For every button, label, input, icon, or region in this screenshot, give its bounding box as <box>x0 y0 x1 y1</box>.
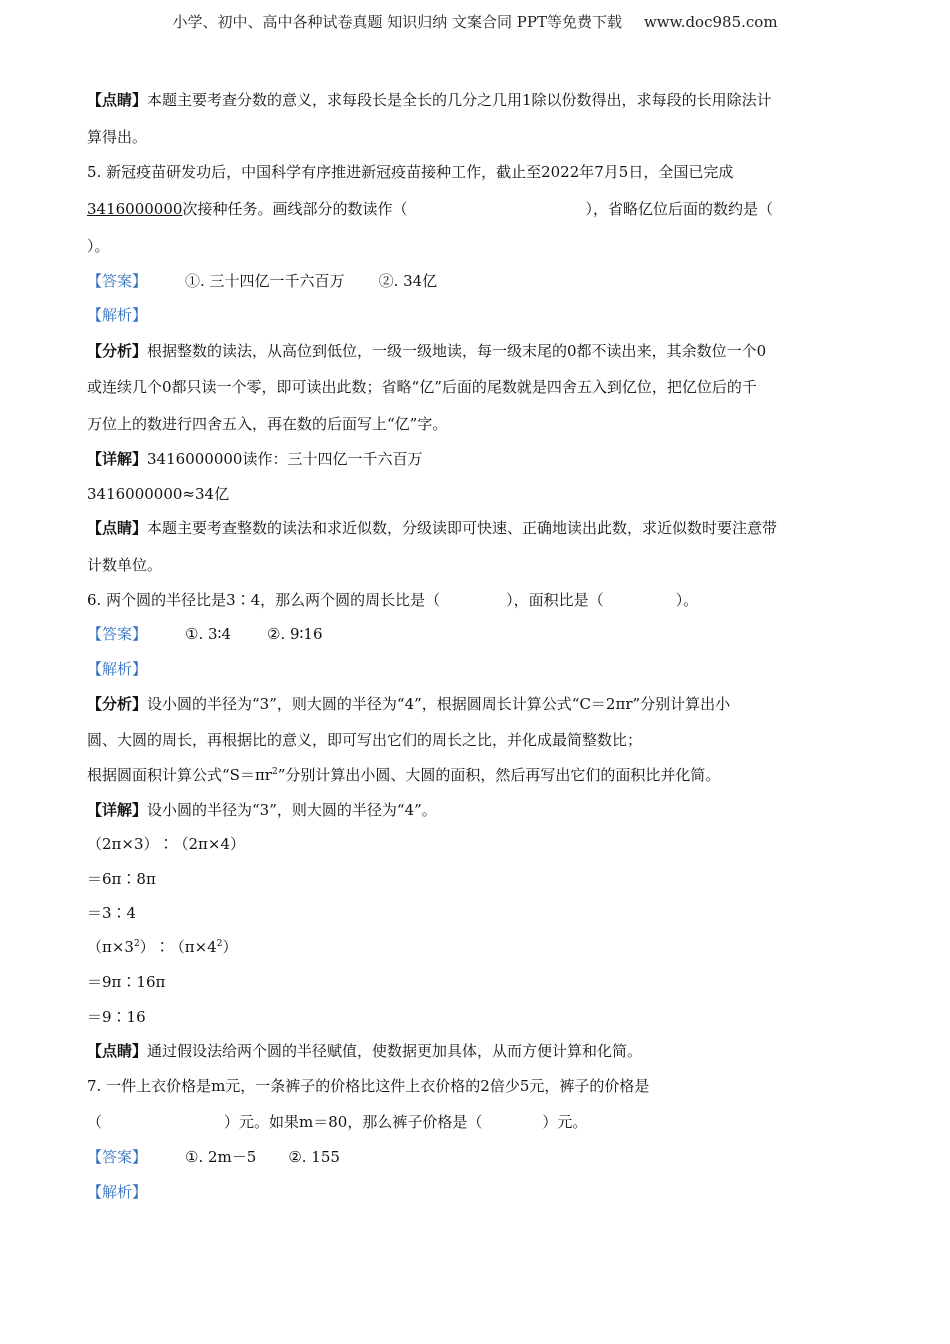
q5-comment-line1: 【点睛】本题主要考查整数的读法和求近似数，分级读即可快速、正确地读出此数，求近似数时要注意带 <box>87 519 778 537</box>
p1-line2: 算得出。 <box>87 128 148 146</box>
q7-answer: 【答案】 ①. 2m－5 ②. 155 <box>87 1148 340 1166</box>
q5-question-line1: 5. 新冠疫苗研发功后，中国科学有序推进新冠疫苗接种工作，截止至2022年7月5日，全国已完成 <box>87 163 734 181</box>
q7-jiexi: 【解析】 <box>87 1183 148 1201</box>
q6-detail-line1: 【详解】设小圆的半径为“3”，则大圆的半径为“4”。 <box>87 801 437 819</box>
q6-comment: 【点睛】通过假设法给两个圆的半径赋值，使数据更加具体，从而方便计算和化简。 <box>87 1042 643 1060</box>
q5-question-line3: ）。 <box>87 237 110 255</box>
q5-jiexi: 【解析】 <box>87 306 148 324</box>
q7-question-line2: （ ）元。如果m＝80，那么裤子价格是（ ）元。 <box>87 1113 588 1131</box>
q6-calc-line1: （2π×3）∶（2π×4） <box>87 835 246 853</box>
q5-detail-line1: 【详解】3416000000读作：三十四亿一千六百万 <box>87 450 423 468</box>
header-title: 小学、初中、高中各种试卷真题 知识归纳 文案合同 PPT等免费下载 <box>172 13 622 31</box>
q5-question-line2: 3416000000次接种任务。画线部分的数读作（ ），省略亿位后面的数约是（ <box>87 200 773 218</box>
q6-calc-line5: ＝9π∶16π <box>87 973 166 991</box>
q6-calc-line2: ＝6π∶8π <box>87 870 156 888</box>
q6-jiexi: 【解析】 <box>87 660 148 678</box>
q5-underlined-number: 3416000000 <box>87 200 183 218</box>
q7-question-line1: 7. 一件上衣价格是m元，一条裤子的价格比这件上衣价格的2倍少5元，裤子的价格是 <box>87 1077 650 1095</box>
q5-analysis-line1: 【分析】根据整数的读法，从高位到低位，一级一级地读，每一级末尾的0都不读出来，其余数位一个0 <box>87 342 767 360</box>
page-header <box>0 11 950 32</box>
p1-line1: 【点睛】本题主要考查分数的意义，求每段长是全长的几分之几用1除以份数得出，求每段的长用除法计 <box>87 91 772 109</box>
q5-answer: 【答案】 ①. 三十四亿一千六百万 ②. 34亿 <box>87 272 438 290</box>
q6-calc-line4: $(\pi\times 3^2)∶(\pi\times 4^2)$ <box>87 938 238 956</box>
q6-analysis-line3: 根据圆面积计算公式“$S=\pi r^2$”分别计算出小圆、大圆的面积，然后再写出它们的面积比并化简。 <box>87 766 721 784</box>
q6-calc-line6: ＝9∶16 <box>87 1008 146 1026</box>
q6-question-line1: 6. 两个圆的半径比是3∶4，那么两个圆的周长比是（ ），面积比是（ ）。 <box>87 591 699 609</box>
q6-analysis-line1: 【分析】设小圆的半径为“3”，则大圆的半径为“4”，根据圆周长计算公式“C＝2πr”分别计算出小 <box>87 695 731 713</box>
q5-analysis-line2: 或连续几个0都只读一个零，即可读出此数；省略“亿”后面的尾数就是四舍五入到亿位，把亿位后的千 <box>87 378 757 396</box>
header-url[interactable]: www.doc985.com <box>643 13 778 31</box>
q6-calc-line3: ＝3∶4 <box>87 904 137 922</box>
q5-analysis-line3: 万位上的数进行四舍五入，再在数的后面写上“亿”字。 <box>87 415 448 433</box>
q5-detail-line2: 3416000000≈34亿 <box>87 485 230 503</box>
q5-comment-line2: 计数单位。 <box>87 556 163 574</box>
q6-analysis-line2: 圆、大圆的周长，再根据比的意义，即可写出它们的周长之比，并化成最简整数比； <box>87 731 643 749</box>
q6-answer: 【答案】 ①. 3∶4 ②. 9∶16 <box>87 625 323 643</box>
